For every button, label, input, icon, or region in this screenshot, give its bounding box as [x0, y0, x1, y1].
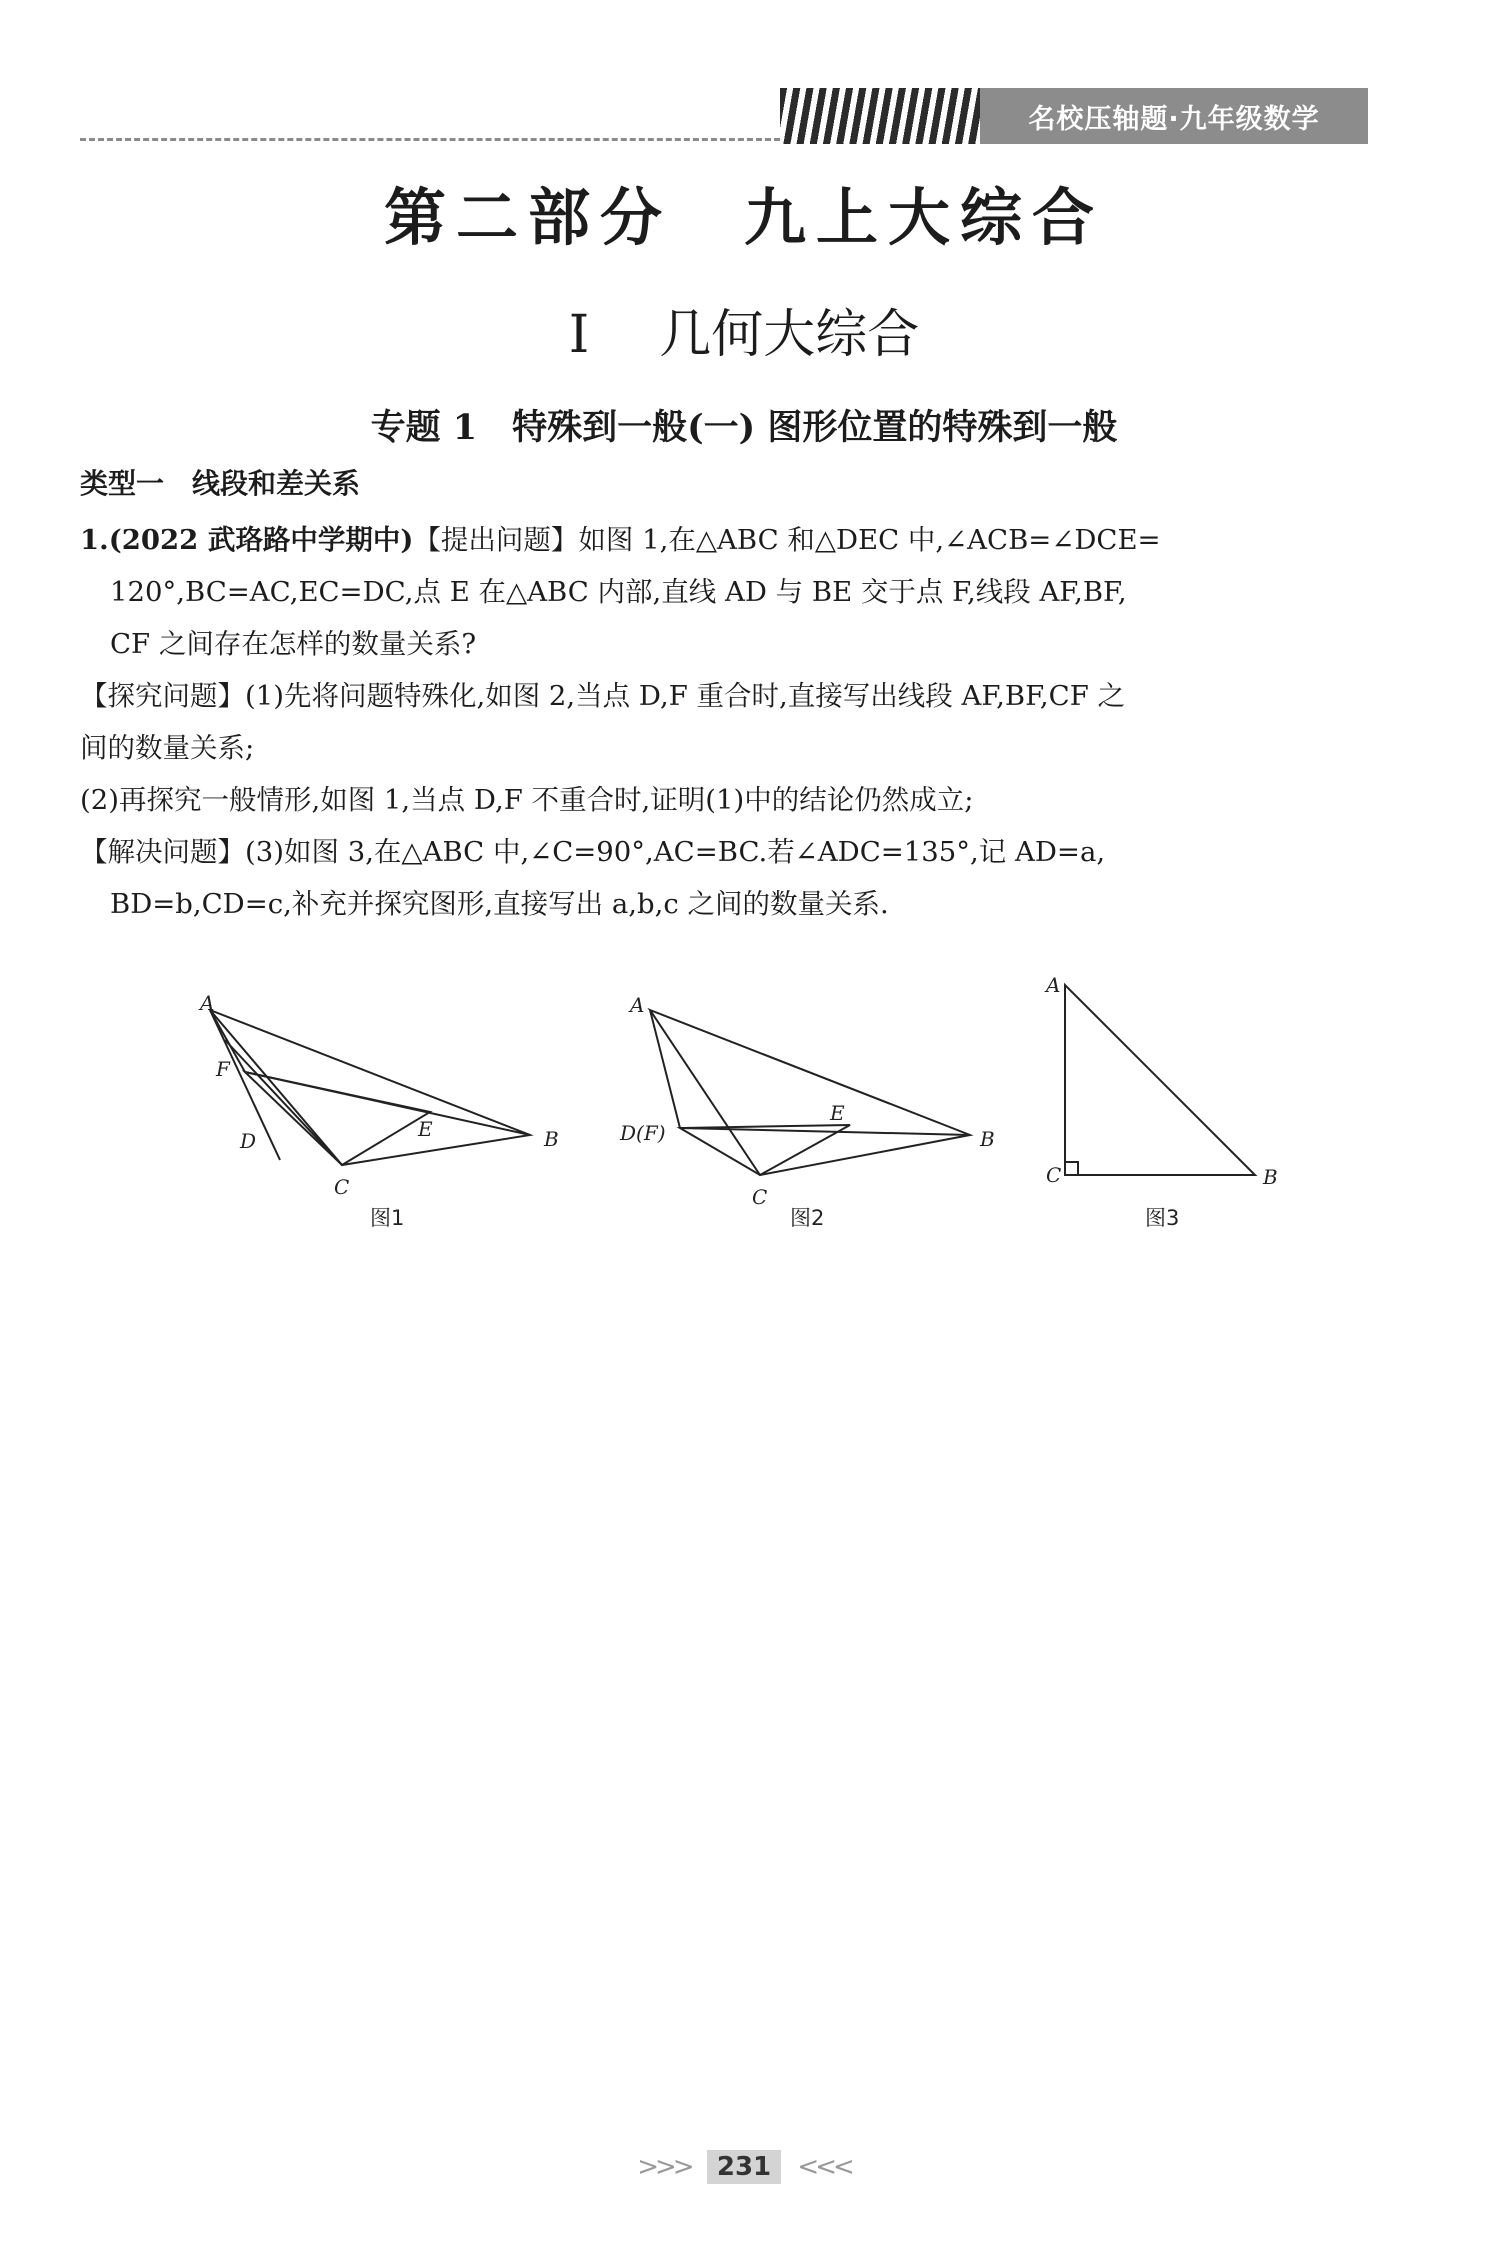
- section-title: [0, 292, 1488, 367]
- fig3-right-angle-mark: [1065, 1162, 1078, 1175]
- fig1-label-d: D: [240, 1129, 257, 1153]
- fig2-label-a: A: [630, 993, 645, 1017]
- fig1-triangle-abc: [210, 1010, 530, 1165]
- problem-line-6: (2)再探究一般情形,如图 1,当点 D,F 不重合时,证明(1)中的结论仍然成立;: [80, 784, 974, 816]
- header-divider: [80, 138, 780, 141]
- problem-source: (2022 武珞路中学期中): [108, 524, 414, 556]
- problem-line-3: CF 之间存在怎样的数量关系?: [110, 628, 477, 660]
- fig1-label-b: B: [544, 1127, 559, 1151]
- problem-line-5: 间的数量关系;: [80, 732, 255, 764]
- problem-number: 1.: [80, 524, 109, 556]
- fig2-label-c: C: [752, 1185, 768, 1209]
- fig2-line-ad: [650, 1010, 680, 1128]
- fig2-triangle-abc: [650, 1010, 970, 1175]
- fig1-label-f: F: [216, 1057, 230, 1081]
- problem-line-7: 【解决问题】(3)如图 3,在△ABC 中,∠C=90°,AC=BC.若∠ADC=135°,记 AD=a,: [80, 836, 1106, 868]
- problem-line-8: BD=b,CD=c,补充并探究图形,直接写出 a,b,c 之间的数量关系.: [110, 888, 889, 920]
- problem-line-4: 【探究问题】(1)先将问题特殊化,如图 2,当点 D,F 重合时,直接写出线段 AF,BF,CF 之: [80, 680, 1126, 712]
- footer-right-arrows: <<<: [797, 2152, 851, 2182]
- figure-1: [210, 1010, 530, 1165]
- series-title: 名校压轴题·九年级数学: [980, 88, 1368, 144]
- topic-title: 专题 1 特殊到一般(一) 图形位置的特殊到一般: [370, 407, 1118, 448]
- header-banner: [780, 88, 1368, 144]
- fig3-triangle-abc: [1065, 985, 1255, 1175]
- fig1-label-a: A: [200, 991, 215, 1015]
- figures: [180, 960, 1310, 1260]
- fig2-line-be: [680, 1128, 970, 1135]
- fig1-caption: 图1: [370, 1206, 405, 1230]
- problem-1: [80, 514, 1370, 930]
- problem-line-1: [80, 514, 1370, 566]
- page-number: 231: [707, 2150, 781, 2184]
- section-roman: I: [568, 305, 590, 365]
- fig3-label-a: A: [1046, 973, 1061, 997]
- fig1-label-c: C: [334, 1175, 350, 1199]
- figure-2: [650, 1010, 970, 1175]
- header-stripes: [780, 88, 980, 144]
- page-footer: [0, 2150, 1488, 2184]
- fig2-label-e: E: [830, 1101, 845, 1125]
- fig2-label-df: D(F): [620, 1121, 666, 1145]
- problem-text-1: 【提出问题】如图 1,在△ABC 和△DEC 中,∠ACB=∠DCE=: [413, 524, 1161, 556]
- fig2-caption: 图2: [790, 1206, 825, 1230]
- fig3-label-c: C: [1046, 1163, 1062, 1187]
- figure-3: [1065, 985, 1255, 1175]
- footer-left-arrows: >>>: [637, 2152, 691, 2182]
- fig1-label-e: E: [418, 1117, 433, 1141]
- figures-svg: [180, 960, 1310, 1260]
- fig2-label-b: B: [980, 1127, 995, 1151]
- type-title: 类型一 线段和差关系: [80, 467, 361, 500]
- fig3-caption: 图3: [1145, 1206, 1180, 1230]
- fig3-label-b: B: [1263, 1165, 1278, 1189]
- problem-line-2: 120°,BC=AC,EC=DC,点 E 在△ABC 内部,直线 AD 与 BE 交于点 F,线段 AF,BF,: [110, 576, 1127, 608]
- part-title: 第二部分 九上大综合: [383, 181, 1104, 254]
- section-name: 几何大综合: [659, 305, 920, 365]
- fig2-triangle-dec: [680, 1125, 850, 1175]
- fig1-line-be: [245, 1072, 530, 1135]
